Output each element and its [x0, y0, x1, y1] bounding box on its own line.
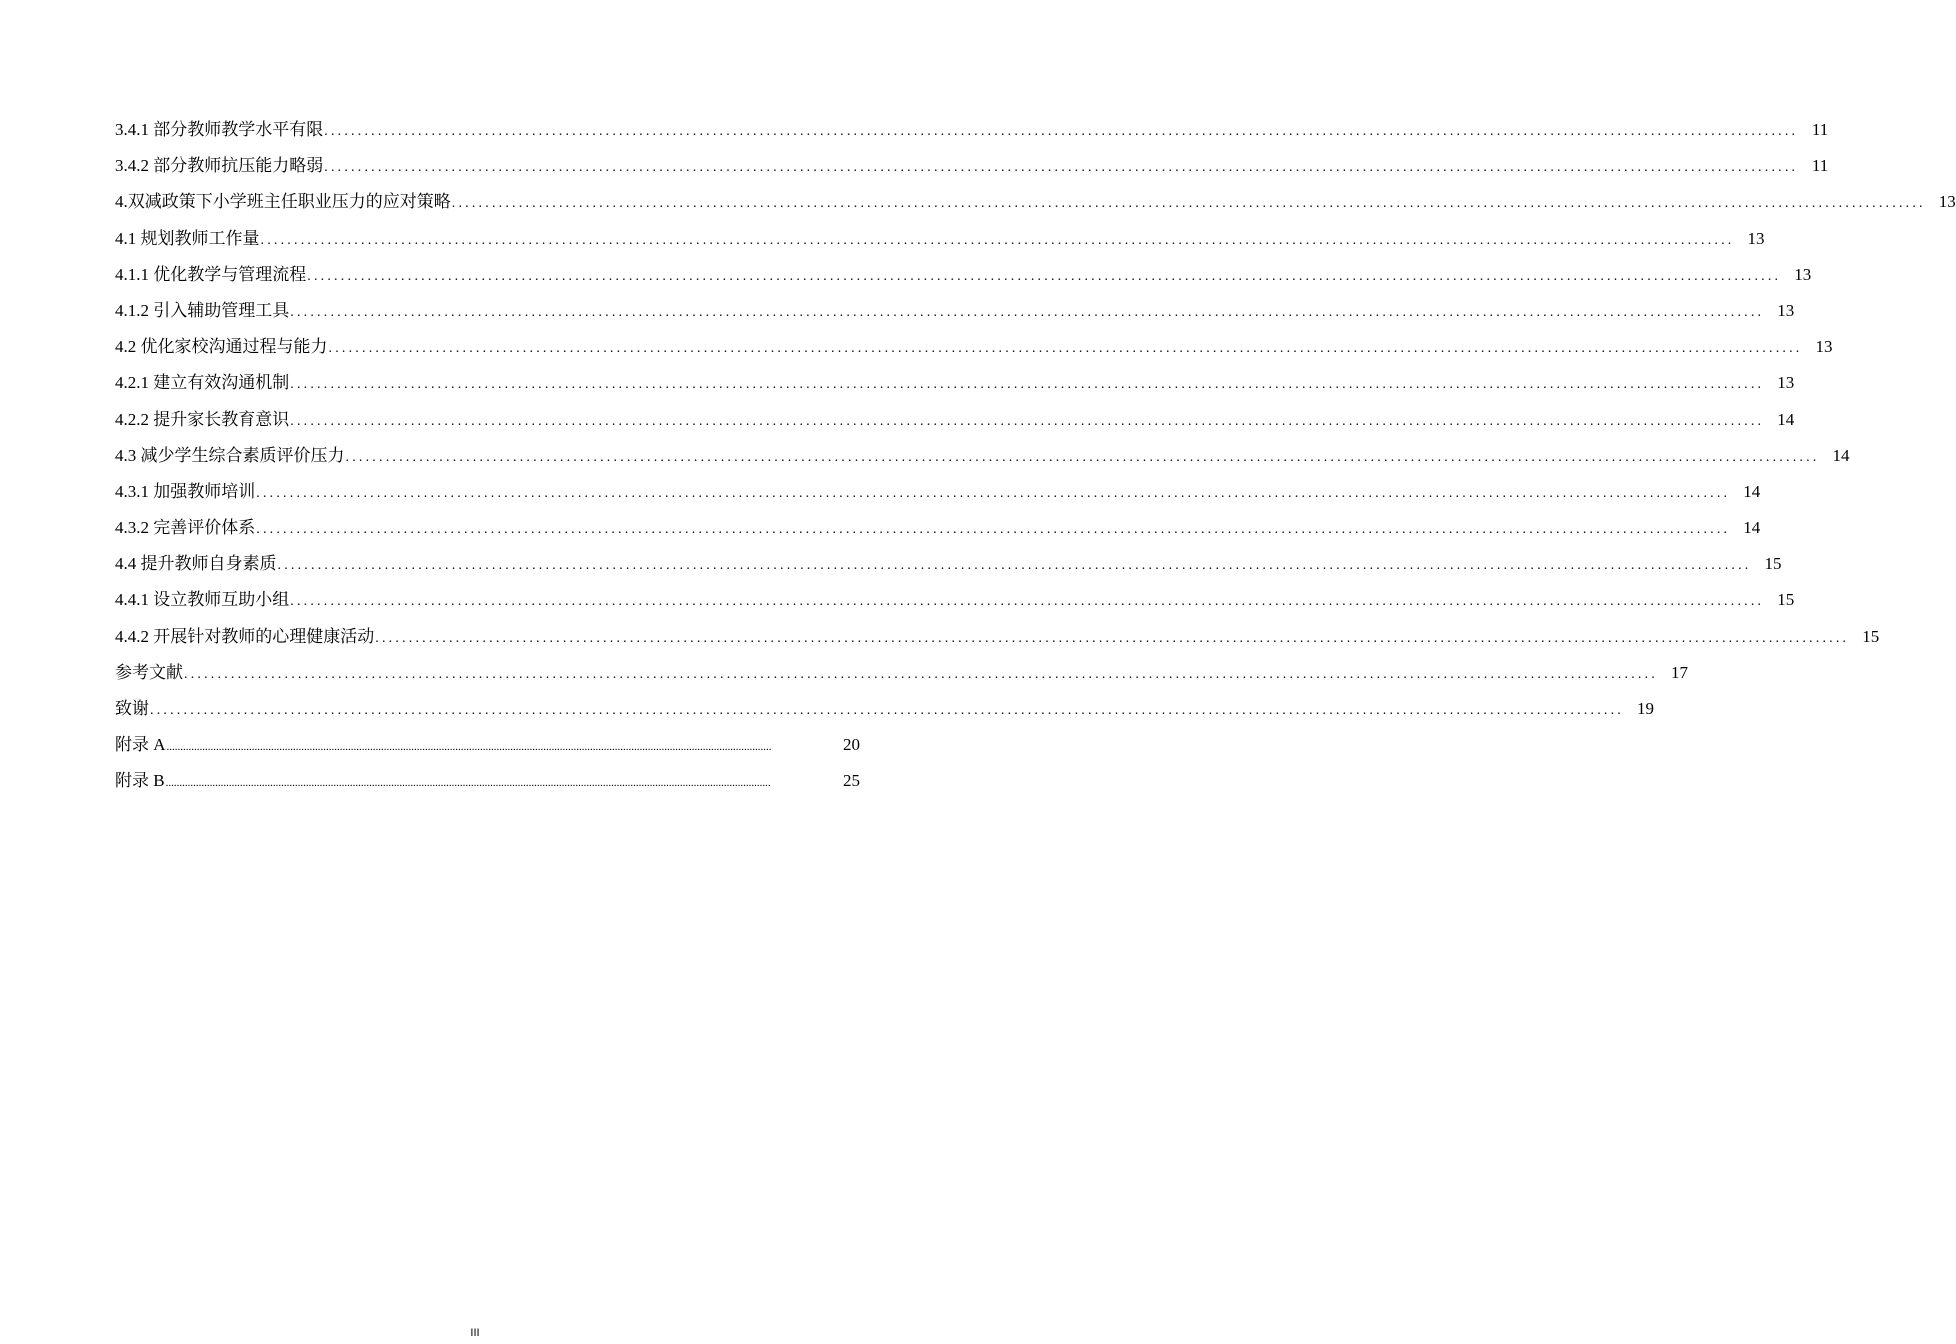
toc-entry-title: 4.2 优化家校沟通过程与能力	[115, 337, 328, 357]
toc-dot-leader: ............................................................................................................................................................................................................................	[324, 160, 1799, 176]
toc-dot-leader: ............................................................................................................................................................................................................................	[184, 666, 1658, 682]
toc-entry-page: 14	[1777, 409, 1795, 429]
toc-entry-page: 17	[1671, 662, 1688, 682]
toc-entry-page: 11	[1811, 156, 1829, 176]
toc-entry-title: 4.3.2 完善评价体系	[115, 518, 256, 538]
toc-entry-title: 4.4.2 开展针对教师的心理健康活动	[115, 626, 375, 646]
table-of-contents	[115, 118, 1956, 806]
toc-entry[interactable]	[115, 697, 1654, 733]
toc-entry-title: 4.1.2 引入辅助管理工具	[115, 300, 290, 320]
toc-entry-page: 14	[1832, 445, 1850, 465]
toc-entry-title: 4.1 规划教师工作量	[115, 228, 260, 248]
toc-entry[interactable]	[115, 299, 1795, 335]
toc-dot-leader: ............................................................................................................................................................................................................................	[375, 630, 1850, 646]
toc-entry[interactable]	[115, 480, 1761, 516]
toc-dot-leader: ............................................................................................................................................................................................................................	[451, 196, 1926, 212]
toc-entry-title: 3.4.1 部分教师教学水平有限	[115, 120, 324, 139]
toc-entry-title: 4.3.1 加强教师培训	[115, 481, 256, 501]
toc-dot-leader: ............................................................................................................................................................................................................................	[256, 522, 1731, 538]
toc-dot-leader: ............................................................................................................................................................................................................................	[277, 558, 1752, 574]
toc-entry-title: 附录 A	[115, 735, 166, 755]
toc-dot-leader: ............................................................................................................................................................................................................................	[307, 268, 1782, 284]
toc-entry[interactable]	[115, 154, 1829, 190]
toc-entry-title: 附录 B	[115, 771, 165, 791]
toc-entry[interactable]	[115, 263, 1812, 299]
toc-dot-leader: ............................................................................................................................................................................................................................	[260, 232, 1735, 248]
toc-dot-leader: ............................................................................................................................................................................................................................	[166, 741, 772, 754]
toc-entry-title: 4.2.1 建立有效沟通机制	[115, 373, 290, 393]
toc-dot-leader: ............................................................................................................................................................................................................................	[165, 777, 771, 790]
toc-entry-page: 15	[1764, 554, 1782, 574]
toc-entry-title: 4.4.1 设立教师互助小组	[115, 590, 290, 610]
toc-entry-title: 3.4.2 部分教师抗压能力略弱	[115, 156, 324, 176]
toc-entry-page: 13	[1747, 228, 1765, 248]
toc-entry-page: 13	[1815, 337, 1833, 357]
toc-entry-page: 15	[1777, 590, 1795, 610]
toc-entry-page: 13	[1938, 192, 1956, 212]
toc-entry-page: 25	[843, 771, 860, 791]
toc-entry-title: 4.4 提升教师自身素质	[115, 554, 277, 574]
toc-entry-page: 15	[1862, 626, 1880, 646]
toc-entry[interactable]	[115, 371, 1795, 407]
toc-entry-page: 13	[1794, 264, 1812, 284]
toc-entry[interactable]	[115, 552, 1782, 588]
toc-entry-page: 13	[1777, 373, 1795, 393]
toc-dot-leader: ............................................................................................................................................................................................................................	[345, 449, 1820, 465]
toc-entry-page: 13	[1777, 300, 1795, 320]
toc-entry-page: 20	[843, 735, 860, 755]
toc-entry[interactable]	[115, 335, 1833, 371]
toc-entry[interactable]	[115, 516, 1761, 552]
toc-dot-leader: ............................................................................................................................................................................................................................	[290, 413, 1765, 429]
toc-dot-leader: ............................................................................................................................................................................................................................	[290, 304, 1765, 320]
toc-dot-leader: ............................................................................................................................................................................................................................	[150, 703, 1624, 718]
toc-dot-leader: ............................................................................................................................................................................................................................	[328, 341, 1803, 357]
toc-entry-page: 14	[1743, 481, 1761, 501]
toc-entry-title: 4.3 减少学生综合素质评价压力	[115, 445, 345, 465]
toc-entry-title: 4.双减政策下小学班主任职业压力的应对策略	[115, 192, 451, 212]
toc-entry[interactable]	[115, 661, 1688, 697]
toc-entry[interactable]	[115, 625, 1880, 661]
toc-entry[interactable]	[115, 190, 1956, 226]
toc-entry[interactable]	[115, 769, 860, 805]
toc-dot-leader: ............................................................................................................................................................................................................................	[324, 124, 1799, 139]
toc-entry[interactable]	[115, 227, 1765, 263]
toc-entry-title: 4.1.1 优化教学与管理流程	[115, 264, 307, 284]
toc-entry[interactable]	[115, 588, 1795, 624]
toc-entry-page: 14	[1743, 518, 1761, 538]
toc-dot-leader: ............................................................................................................................................................................................................................	[256, 485, 1731, 501]
toc-dot-leader: ............................................................................................................................................................................................................................	[290, 377, 1765, 393]
toc-entry[interactable]	[115, 733, 860, 769]
toc-entry[interactable]	[115, 408, 1795, 444]
toc-entry-page: 19	[1637, 699, 1654, 718]
toc-entry[interactable]	[115, 118, 1829, 154]
toc-entry-title: 4.2.2 提升家长教育意识	[115, 409, 290, 429]
toc-entry[interactable]	[115, 444, 1850, 480]
page-number: III	[470, 1327, 480, 1339]
toc-entry-title: 参考文献	[115, 662, 183, 682]
toc-entry-page: 11	[1811, 120, 1829, 139]
toc-entry-title: 致谢	[115, 699, 149, 718]
toc-dot-leader: ............................................................................................................................................................................................................................	[290, 594, 1765, 610]
